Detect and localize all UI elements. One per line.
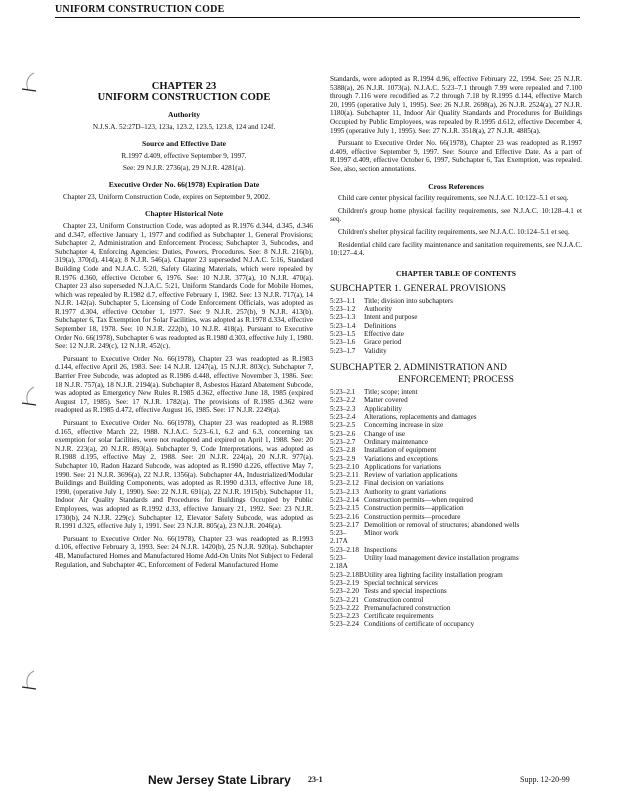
section-number: 5:23–2.19 bbox=[330, 578, 359, 587]
toc-entry bbox=[330, 604, 582, 612]
toc-entry bbox=[330, 571, 582, 579]
section-title: Change of use bbox=[364, 429, 406, 438]
toc-entry bbox=[330, 305, 582, 313]
section-number: 5:23–2.18 bbox=[330, 545, 359, 554]
section-title: Utility area lighting facility installation program bbox=[364, 570, 503, 579]
cross-reference: Child care center physical facility requirements, see N.J.A.C. 10:122–5.1 et seq. bbox=[338, 194, 569, 203]
section-number: 5:23–2.8 bbox=[330, 446, 356, 455]
section-title: Validity bbox=[364, 346, 387, 355]
section-title: Authority bbox=[364, 305, 392, 314]
section-number: 5:23–2.21 bbox=[330, 595, 359, 604]
section-number: 5:23–1.5 bbox=[330, 330, 356, 339]
toc-entry bbox=[330, 313, 582, 321]
section-title: Grace period bbox=[364, 338, 402, 347]
left-column bbox=[55, 75, 313, 573]
eo-heading: Executive Order No. 66(1978) Expiration Date bbox=[108, 180, 260, 190]
section-title: Tests and special inspections bbox=[364, 587, 447, 596]
chapter-title: UNIFORM CONSTRUCTION CODE bbox=[97, 91, 271, 103]
toc-entry bbox=[330, 504, 582, 512]
section-title: Matter covered bbox=[364, 396, 408, 405]
section-title: Conditions of certificate of occupancy bbox=[364, 620, 475, 629]
section-number: 5:23–1.1 bbox=[330, 296, 356, 305]
toc-entry bbox=[330, 330, 582, 338]
section-title: Alterations, replacements and damages bbox=[364, 413, 477, 422]
section-number: 5:23–2.23 bbox=[330, 612, 359, 621]
chapter-number: CHAPTER 23 bbox=[151, 81, 217, 92]
section-number: 5:23–2.18A bbox=[330, 554, 348, 571]
toc-entry bbox=[330, 546, 582, 554]
historical-paragraph: Standards, were adopted as R.1994 d.96, effective February 22, 1994. See: 25 N.J.R. 5388(a), 26 N.J.R. 1073(a). N.J.A.C. 5:23–7.1 through 7.99 were repealed and 7.100 through 7.116 were recodified as 7.2 through 7.18 by R.1995 d.144, effective March 20, 1995 (operative July 1, 1995). See: 26 N.J.R. 2698(a), 26 N.J.R. 2524(a), 27 N.J.R. 1180(a). Subchapter 11, Indoor Air Quality Standards and Procedures for Buildings Occupied by Public Employees, was repealed by R.1995 d.612, effective December 4, 1995 (operative July 1, 1995). See: 27 N.J.R. 3518(a), 27 N.J.R. 4885(a). bbox=[330, 75, 582, 135]
section-number: 5:23–2.15 bbox=[330, 504, 359, 513]
authority-heading: Authority bbox=[167, 110, 201, 120]
section-number: 5:23–1.3 bbox=[330, 313, 356, 322]
section-title: Variations and exceptions bbox=[364, 454, 438, 463]
section-number: 5:23–2.7 bbox=[330, 437, 356, 446]
source-heading: Source and Effective Date bbox=[141, 139, 226, 149]
section-title: Construction permits—procedure bbox=[364, 512, 461, 521]
toc-entry bbox=[330, 521, 582, 529]
right-column bbox=[330, 75, 582, 629]
running-head: UNIFORM CONSTRUCTION CODE bbox=[55, 4, 225, 15]
margin-mark-icon bbox=[18, 384, 42, 408]
section-number: 5:23–2.13 bbox=[330, 487, 359, 496]
section-number: 5:23–1.7 bbox=[330, 346, 356, 355]
section-number: 5:23–2.11 bbox=[330, 471, 359, 480]
section-number: 5:23–2.17 bbox=[330, 520, 359, 529]
toc-entry bbox=[330, 587, 582, 595]
section-number: 5:23–2.17A bbox=[330, 529, 348, 546]
toc-list bbox=[330, 388, 582, 629]
section-title: Intent and purpose bbox=[364, 313, 418, 322]
section-title: Concerning increase in size bbox=[364, 421, 444, 430]
toc-list bbox=[330, 297, 582, 355]
section-title: Definitions bbox=[364, 321, 397, 330]
toc-entry bbox=[330, 554, 582, 571]
toc-entry bbox=[330, 513, 582, 521]
section-number: 5:23–2.6 bbox=[330, 429, 356, 438]
historical-paragraph: Pursuant to Executive Order No. 66(1978), Chapter 23 was readopted as R.1997 d.409, effective September 9, 1997. See: Source and Effective Date. As a part of R.1997 d.409, effective October 6, 1997, Subchapter 6, Tax Exemption, was repealed. See, also, section annotations. bbox=[330, 139, 582, 173]
section-title: Applications for variations bbox=[364, 462, 442, 471]
section-number: 5:23–2.3 bbox=[330, 404, 356, 413]
section-number: 5:23–2.18B bbox=[330, 570, 364, 579]
section-title: Minor work bbox=[364, 529, 399, 538]
authority-text: N.J.S.A. 52:27D–123, 123a, 123.2, 123.5, 123.8, 124 and 124f. bbox=[92, 122, 276, 131]
cross-reference: Children's group home physical facility requirements, see N.J.A.C. 10:128–4.1 et seq. bbox=[330, 206, 582, 224]
section-title: Special technical services bbox=[364, 578, 438, 587]
section-number: 5:23–2.22 bbox=[330, 603, 359, 612]
toc-entry bbox=[330, 338, 582, 346]
margin-mark-icon bbox=[18, 70, 42, 94]
toc-entry bbox=[330, 463, 582, 471]
section-number: 5:23–2.1 bbox=[330, 388, 356, 397]
toc-heading: CHAPTER TABLE OF CONTENTS bbox=[396, 268, 516, 278]
source-text: See: 29 N.J.R. 2736(a), 29 N.J.R. 4281(a). bbox=[122, 163, 246, 172]
section-number: 5:23–2.5 bbox=[330, 421, 356, 430]
toc-entry bbox=[330, 347, 582, 355]
section-title: Construction permits—application bbox=[364, 504, 464, 513]
section-number: 5:23–1.6 bbox=[330, 338, 356, 347]
section-title: Construction permits—when required bbox=[364, 496, 473, 504]
toc-entry bbox=[330, 612, 582, 620]
historical-paragraph: Pursuant to Executive Order No. 66(1978), Chapter 23 was readopted as R.1993 d.106, effective February 3, 1993. See: 24 N.J.R. 1420(b), 25 N.J.R. 920(a). Subchapter 4B, Manufactured Homes and Manufactured Home Add-On Units Not Subject to Federal Regulation, and Subchapter 4C, Enforcement of Federal Manufactured Home bbox=[55, 534, 313, 569]
section-title: Title; scope; intent bbox=[364, 388, 418, 397]
toc-entry bbox=[330, 322, 582, 330]
toc-entry bbox=[330, 396, 582, 404]
section-title: Utility load management device installation programs bbox=[364, 554, 519, 563]
section-title: Review of variation applications bbox=[364, 471, 458, 480]
section-title: Final decision on variations bbox=[364, 479, 444, 488]
section-number: 5:23–2.10 bbox=[330, 462, 359, 471]
section-number: 5:23–2.12 bbox=[330, 479, 359, 488]
section-number: 5:23–2.24 bbox=[330, 620, 359, 629]
section-number: 5:23–2.2 bbox=[330, 396, 356, 405]
historical-paragraph: Chapter 23, Uniform Construction Code, was adopted as R.1976 d.344, d.345, d.346 and d.347, effective January 1, 1977 and codified as Subchapter 1, General Provisions; Subchapter 2, Administration and Enforcement Process; Subchapter 3, Subcodes, and Subchapter 4, Enforcing Agencies: Duties, Powers, Procedures. See: 8 N.J.R. 216(b), 319(a), 370(d), 414(a); 8 N.J.R. 546(a). Chapter 23 superseded N.J.A.C. 5:16, Standard Building Code and N.J.A.C. 5:20, Safety Glazing Materials, which were repealed by R.1976 d.360, effective October 6, 1976. See: 10 N.J.R. 377(a), 10 N.J.R. 470(a). Chapter 23 also superseded N.J.A.C. 5:21, Uniform Standards Code for Mobile Homes, which was repealed by R.1982 d.7, effective February 1, 1982. See: 13 N.J.R. 717(a), 14 N.J.R. 142(a). Subchapter 5, Licensing of Code Enforcement Officials, was adopted as R.1977 d.304, effective October 1, 1977. See: 9 N.J.R. 257(b), 9 N.J.R. 413(b). Subchapter 6, Tax Exemption for Solar Facilities, was adopted as R.1978 d.334, effective September 18, 1978. See: 10 N.J.R. 222(b), 10 N.J.R. 418(a). Pursuant to Executive Order No. 66(1978), Subchapter 6 was readopted as R.1980 d.303, effective July 1, 1980. See: 12 N.J.R. 249(c), 12 N.J.R. 452(c). bbox=[55, 221, 313, 351]
toc-entry bbox=[330, 529, 582, 546]
section-number: 5:23–1.4 bbox=[330, 321, 356, 330]
margin-mark-icon bbox=[18, 668, 42, 692]
section-title: Certificate requirements bbox=[364, 612, 434, 621]
toc-entry bbox=[330, 455, 582, 463]
section-number: 5:23–2.4 bbox=[330, 413, 356, 422]
toc-entry bbox=[330, 405, 582, 413]
section-title: Title; division into subchapters bbox=[364, 296, 453, 305]
section-number: 5:23–2.14 bbox=[330, 496, 359, 504]
cross-reference: Residential child care facility maintenance and sanitation requirements, see N.J.A.C. 10:127–4.4. bbox=[330, 240, 582, 258]
toc-entry bbox=[330, 430, 582, 438]
historical-paragraph: Pursuant to Executive Order No. 66(1978), Chapter 23 was readopted as R.1983 d.144, effective April 26, 1983. See: 14 N.J.R. 1247(a), 15 N.J.R. 803(c). Subchapter 7, Barrier Free Subcode, was adopted as R.1986 d.448, effective November 3, 1986. See: 18 N.J.R. 757(a), 18 N.J.R. 2194(a). Subchapter 8, Asbestos Hazard Abatement Subcode, was adopted as Emergency New Rules R.1985 d.362, effective June 18, 1985 (expired August 17, 1985). See: 17 N.J.R. 1782(a). The provisions of R.1985 d.362 were readopted as R.1985 d.472, effective August 16, 1985. See: 17 N.J.R. 2249(a). bbox=[55, 354, 313, 415]
toc-entry bbox=[330, 596, 582, 604]
toc-entry bbox=[330, 421, 582, 429]
section-number: 5:23–1.2 bbox=[330, 305, 356, 314]
section-number: 5:23–2.16 bbox=[330, 512, 359, 521]
toc-entry bbox=[330, 488, 582, 496]
section-title: Construction control bbox=[364, 595, 424, 604]
cross-references-heading: Cross References bbox=[428, 181, 484, 191]
historical-note-heading: Chapter Historical Note bbox=[145, 209, 223, 219]
section-title: Inspections bbox=[364, 545, 397, 554]
toc-entry bbox=[330, 413, 582, 421]
toc-entry bbox=[330, 479, 582, 487]
section-title: Demolition or removal of structures; abandoned wells bbox=[364, 520, 520, 529]
section-title: Authority to grant variations bbox=[364, 487, 447, 496]
footer-library-stamp: New Jersey State Library bbox=[148, 773, 291, 787]
eo-text: Chapter 23, Uniform Construction Code, expires on September 9, 2002. bbox=[63, 192, 271, 201]
toc-entry bbox=[330, 579, 582, 587]
subchapter-heading: SUBCHAPTER 2. ADMINISTRATION AND bbox=[330, 362, 507, 373]
historical-paragraph: Pursuant to Executive Order No. 66(1978), Chapter 23 was readopted as R.1988 d.165, effective March 22, 1988. N.J.A.C. 5:23–6.1, 6.2 and 6.3, concerning tax exemption for solar facilities, were not readopted and expired on April 1, 1988. See: 20 N.J.R. 223(a), 20 N.J.R. 893(a). Subchapter 9, Code Interpretations, was adopted as R.1988 d.195, effective May 2, 1988. See: 20 N.J.R. 224(a), 20 N.J.R. 977(a). Subchapter 10, Radon Hazard Subcode, was adopted as R.1990 d.226, effective May 7, 1990. See: 21 N.J.R. 3696(a), 22 N.J.R. 1356(a). Subchapter 4A, Industrialized/Modular Buildings and Building Components, was adopted as R.1990 d.313, effective June 18, 1990, (operative July 1, 1990). See: 22 N.J.R. 691(a), 22 N.J.R. 1915(b). Subchapter 11, Indoor Air Quality Standards and Procedures for Buildings Occupied by Public Employees, was adopted as R.1992 d.33, effective January 21, 1992. See: 23 N.J.R. 1730(b), 24 N.J.R. 229(c). Subchapter 12, Elevator Safety Subcode, was adopted as R.1991 d.325, effective July 1, 1991. See: 23 N.J.R. 805(a), 23 N.J.R. 2046(a). bbox=[55, 419, 313, 531]
toc-entry bbox=[330, 438, 582, 446]
section-title: Effective date bbox=[364, 330, 404, 339]
section-number: 5:23–2.20 bbox=[330, 587, 359, 596]
toc-entry bbox=[330, 297, 582, 305]
header-rule bbox=[55, 17, 580, 18]
source-text: R.1997 d.409, effective September 9, 1997. bbox=[121, 151, 247, 160]
toc-entry bbox=[330, 496, 582, 504]
section-title: Installation of equipment bbox=[364, 446, 437, 455]
toc-entry bbox=[330, 388, 582, 396]
supplement-date: Supp. 12-20-99 bbox=[520, 775, 570, 784]
section-title: Ordinary maintenance bbox=[364, 437, 429, 446]
section-title: Applicability bbox=[364, 404, 402, 413]
cross-reference: Children's shelter physical facility requirements, see N.J.A.C. 10:124–5.1 et seq. bbox=[338, 227, 570, 236]
section-number: 5:23–2.9 bbox=[330, 454, 356, 463]
subchapter-heading: SUBCHAPTER 1. GENERAL PROVISIONS bbox=[330, 284, 506, 295]
toc-entry bbox=[330, 446, 582, 454]
section-title: Premanufactured construction bbox=[364, 603, 451, 612]
toc-entry bbox=[330, 471, 582, 479]
page-number: 23-1 bbox=[308, 775, 323, 784]
toc-entry bbox=[330, 620, 582, 628]
subchapter-heading: ENFORCEMENT; PROCESS bbox=[398, 374, 514, 385]
